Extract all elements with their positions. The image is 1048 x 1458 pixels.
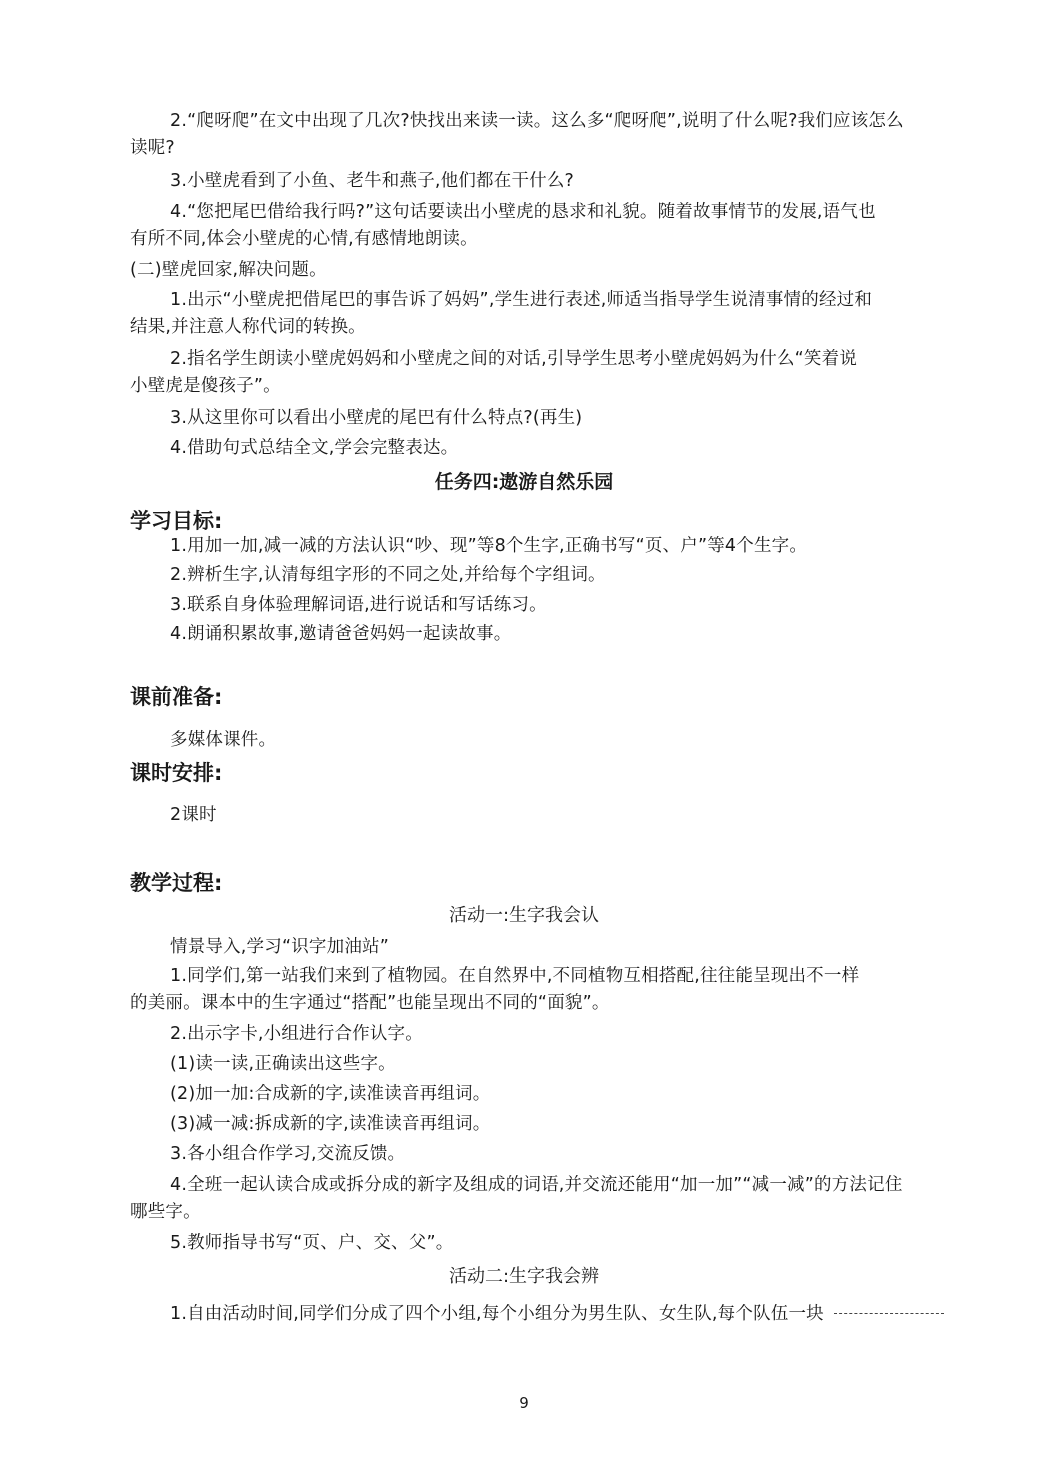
prep-text: 多媒体课件。 — [170, 730, 277, 750]
text-line: (二)壁虎回家,解决问题。 — [130, 260, 327, 280]
activity-line: (3)减一减:拆成新的字,读准读音再组词。 — [170, 1114, 491, 1134]
text-line: 1.出示“小壁虎把借尾巴的事告诉了妈妈”,学生进行表述,师适当指导学生说清事情的经过和 — [170, 290, 873, 310]
text-line: 读呢? — [130, 138, 175, 158]
text-line: 3.从这里你可以看出小壁虎的尾巴有什么特点?(再生) — [170, 408, 583, 428]
activity-line: 4.全班一起认读合成或拆分成的新字及组成的词语,并交流还能用“加一加”“减一减”的方法记住 — [170, 1175, 903, 1195]
goal-item: 2.辨析生字,认清每组字形的不同之处,并给每个字组词。 — [170, 565, 606, 585]
prep-heading: 课前准备: — [130, 685, 223, 709]
text-line: 4.“您把尾巴借给我行吗?”这句话要读出小壁虎的恳求和礼貌。随着故事情节的发展,语气也 — [170, 202, 876, 222]
text-line: 3.小壁虎看到了小鱼、老牛和燕子,他们都在干什么? — [170, 171, 575, 191]
text-line: 有所不同,体会小壁虎的心情,有感情地朗读。 — [130, 229, 478, 249]
text-line: 4.借助句式总结全文,学会完整表达。 — [170, 438, 459, 458]
activity-line: 的美丽。课本中的生字通过“搭配”也能呈现出不同的“面貌”。 — [130, 993, 610, 1013]
schedule-heading: 课时安排: — [130, 761, 223, 785]
goal-item: 3.联系自身体验理解词语,进行说话和写话练习。 — [170, 595, 547, 615]
activity-line: 3.各小组合作学习,交流反馈。 — [170, 1144, 406, 1164]
goal-item: 1.用加一加,减一减的方法认识“吵、现”等8个生字,正确书写“页、户”等4个生字。 — [170, 536, 808, 556]
process-heading: 教学过程: — [130, 871, 223, 895]
goal-item: 4.朗诵积累故事,邀请爸爸妈妈一起读故事。 — [170, 624, 512, 644]
text-line: 2.指名学生朗读小壁虎妈妈和小壁虎之间的对话,引导学生思考小壁虎妈妈为什么“笑着说 — [170, 349, 858, 369]
activity-1-title: 活动一:生字我会认 — [448, 905, 600, 926]
continuation-dashes — [834, 1313, 944, 1314]
text-line: 小壁虎是傻孩子”。 — [130, 376, 281, 396]
activity-line: (1)读一读,正确读出这些字。 — [170, 1054, 396, 1074]
activity-line: (2)加一加:合成新的字,读准读音再组词。 — [170, 1084, 491, 1104]
activity-line: 2.出示字卡,小组进行合作认字。 — [170, 1024, 423, 1044]
text-line: 2.“爬呀爬”在文中出现了几次?快找出来读一读。这么多“爬呀爬”,说明了什么呢?我们应该怎么 — [170, 111, 904, 131]
activity-line: 1.同学们,第一站我们来到了植物园。在自然界中,不同植物互相搭配,往往能呈现出不一样 — [170, 966, 860, 986]
text-line: 结果,并注意人称代词的转换。 — [130, 317, 366, 337]
schedule-text: 2课时 — [170, 805, 217, 825]
activity-2-title: 活动二:生字我会辨 — [448, 1266, 600, 1287]
goals-heading: 学习目标: — [130, 509, 223, 533]
activity-line: 1.自由活动时间,同学们分成了四个小组,每个小组分为男生队、女生队,每个队伍一块 — [170, 1304, 824, 1324]
task-title: 任务四:遨游自然乐园 — [434, 471, 614, 493]
activity-line: 5.教师指导书写“页、户、交、父”。 — [170, 1233, 454, 1253]
activity-line: 哪些字。 — [130, 1202, 201, 1222]
activity-line: 情景导入,学习“识字加油站” — [170, 937, 389, 957]
page-number: 9 — [519, 1394, 529, 1412]
